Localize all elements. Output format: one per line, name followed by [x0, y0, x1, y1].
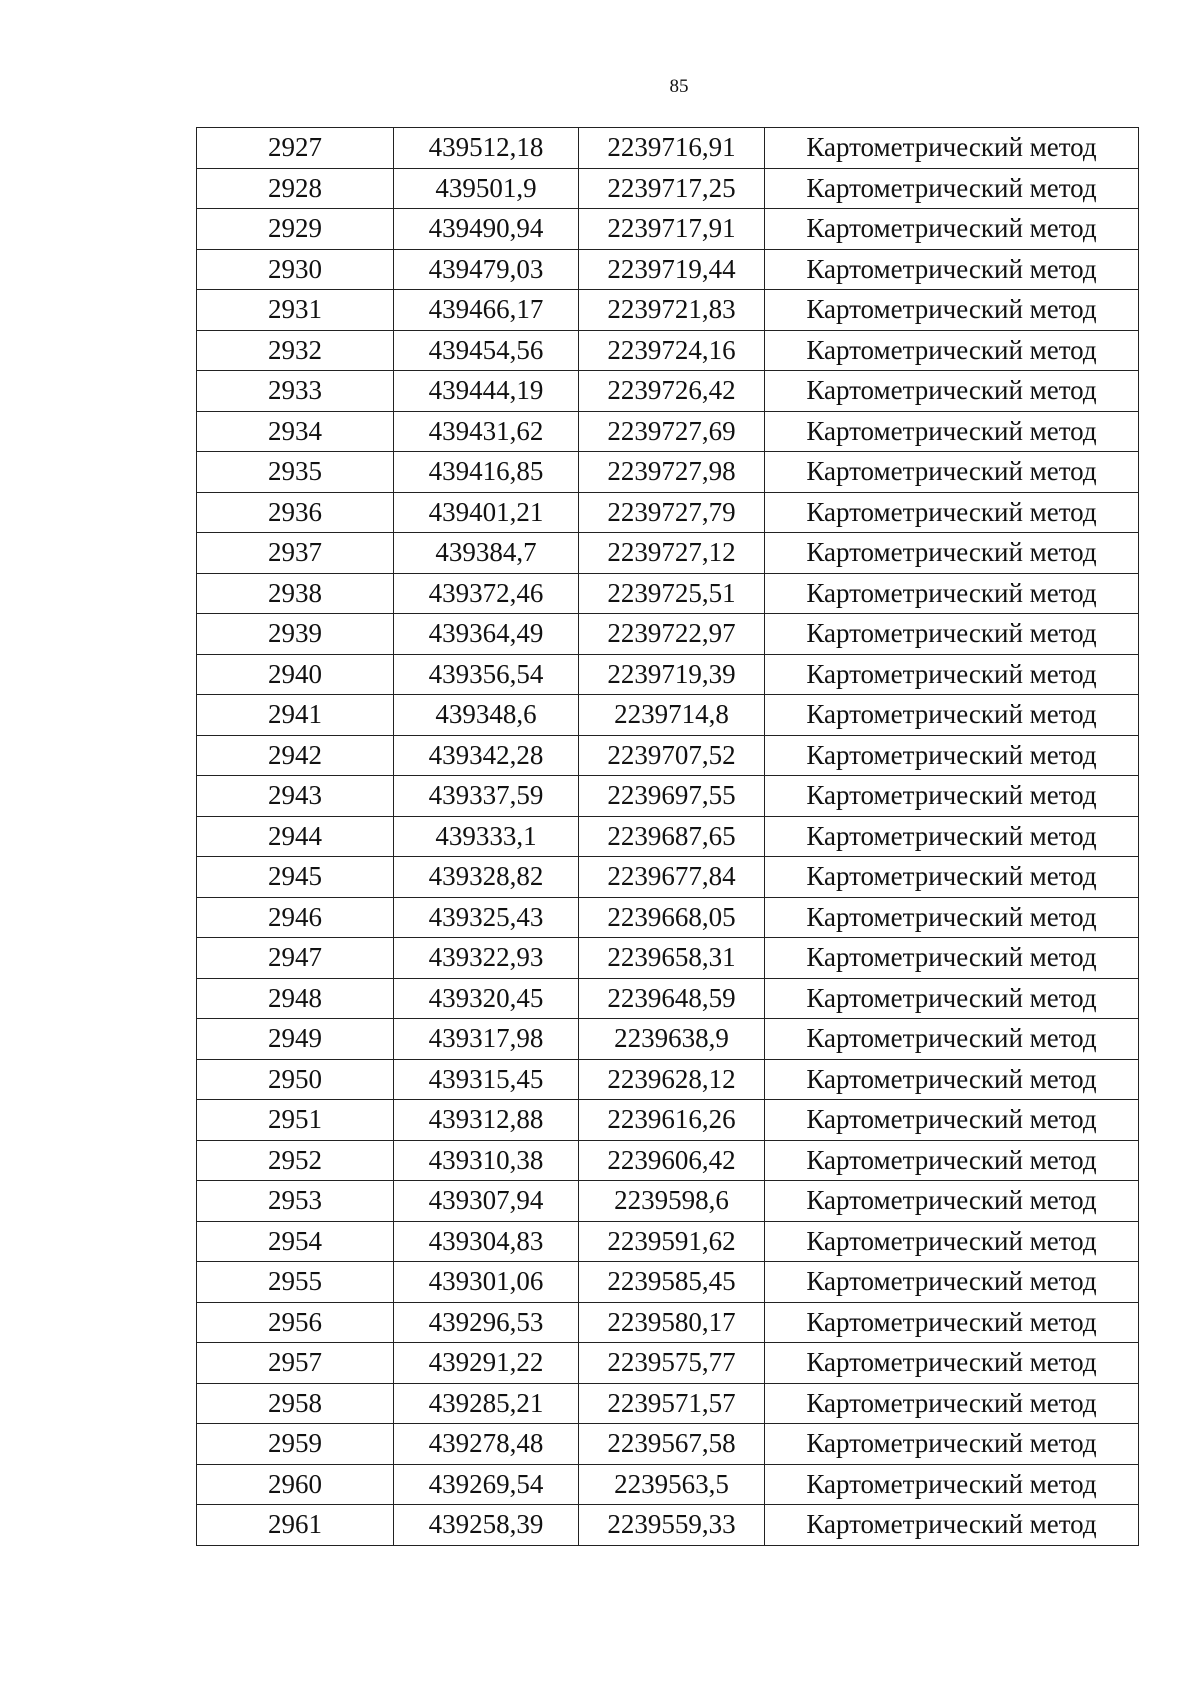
x-coordinate-cell: 439307,94 — [394, 1181, 579, 1222]
x-coordinate-cell: 439512,18 — [394, 128, 579, 169]
x-coordinate-cell: 439444,19 — [394, 371, 579, 412]
x-coordinate-cell: 439315,45 — [394, 1059, 579, 1100]
point-number-cell: 2937 — [197, 533, 394, 574]
table-row — [197, 897, 1139, 938]
point-number-cell: 2956 — [197, 1302, 394, 1343]
y-coordinate-cell: 2239591,62 — [579, 1221, 765, 1262]
x-coordinate-cell: 439416,85 — [394, 452, 579, 493]
y-coordinate-cell: 2239714,8 — [579, 695, 765, 736]
page-number: 85 — [669, 76, 689, 97]
method-cell: Картометрический метод — [765, 1181, 1139, 1222]
x-coordinate-cell: 439501,9 — [394, 168, 579, 209]
table-row — [197, 209, 1139, 250]
y-coordinate-cell: 2239559,33 — [579, 1505, 765, 1546]
method-cell: Картометрический метод — [765, 1302, 1139, 1343]
table-row — [197, 695, 1139, 736]
method-cell: Картометрический метод — [765, 1505, 1139, 1546]
x-coordinate-cell: 439328,82 — [394, 857, 579, 898]
y-coordinate-cell: 2239616,26 — [579, 1100, 765, 1141]
y-coordinate-cell: 2239687,65 — [579, 816, 765, 857]
method-cell: Картометрический метод — [765, 452, 1139, 493]
method-cell: Картометрический метод — [765, 533, 1139, 574]
method-cell: Картометрический метод — [765, 1424, 1139, 1465]
point-number-cell: 2942 — [197, 735, 394, 776]
table-row — [197, 1181, 1139, 1222]
method-cell: Картометрический метод — [765, 816, 1139, 857]
table-row — [197, 330, 1139, 371]
point-number-cell: 2959 — [197, 1424, 394, 1465]
x-coordinate-cell: 439337,59 — [394, 776, 579, 817]
x-coordinate-cell: 439372,46 — [394, 573, 579, 614]
table-row — [197, 1464, 1139, 1505]
point-number-cell: 2944 — [197, 816, 394, 857]
y-coordinate-cell: 2239585,45 — [579, 1262, 765, 1303]
method-cell: Картометрический метод — [765, 128, 1139, 169]
point-number-cell: 2930 — [197, 249, 394, 290]
method-cell: Картометрический метод — [765, 1140, 1139, 1181]
x-coordinate-cell: 439348,6 — [394, 695, 579, 736]
table-row — [197, 614, 1139, 655]
method-cell: Картометрический метод — [765, 1383, 1139, 1424]
x-coordinate-cell: 439312,88 — [394, 1100, 579, 1141]
point-number-cell: 2945 — [197, 857, 394, 898]
coordinates-table-body — [197, 128, 1139, 1546]
method-cell: Картометрический метод — [765, 209, 1139, 250]
point-number-cell: 2957 — [197, 1343, 394, 1384]
table-row — [197, 1221, 1139, 1262]
point-number-cell: 2934 — [197, 411, 394, 452]
method-cell: Картометрический метод — [765, 1100, 1139, 1141]
point-number-cell: 2943 — [197, 776, 394, 817]
coordinates-table — [196, 127, 1139, 1546]
x-coordinate-cell: 439285,21 — [394, 1383, 579, 1424]
point-number-cell: 2939 — [197, 614, 394, 655]
x-coordinate-cell: 439431,62 — [394, 411, 579, 452]
y-coordinate-cell: 2239648,59 — [579, 978, 765, 1019]
method-cell: Картометрический метод — [765, 857, 1139, 898]
point-number-cell: 2946 — [197, 897, 394, 938]
x-coordinate-cell: 439479,03 — [394, 249, 579, 290]
table-row — [197, 573, 1139, 614]
table-row — [197, 452, 1139, 493]
y-coordinate-cell: 2239727,69 — [579, 411, 765, 452]
y-coordinate-cell: 2239707,52 — [579, 735, 765, 776]
x-coordinate-cell: 439301,06 — [394, 1262, 579, 1303]
point-number-cell: 2948 — [197, 978, 394, 1019]
x-coordinate-cell: 439454,56 — [394, 330, 579, 371]
method-cell: Картометрический метод — [765, 411, 1139, 452]
y-coordinate-cell: 2239697,55 — [579, 776, 765, 817]
table-row — [197, 735, 1139, 776]
table-row — [197, 411, 1139, 452]
method-cell: Картометрический метод — [765, 492, 1139, 533]
table-row — [197, 371, 1139, 412]
y-coordinate-cell: 2239727,12 — [579, 533, 765, 574]
table-row — [197, 1059, 1139, 1100]
x-coordinate-cell: 439310,38 — [394, 1140, 579, 1181]
table-row — [197, 1262, 1139, 1303]
method-cell: Картометрический метод — [765, 1059, 1139, 1100]
point-number-cell: 2941 — [197, 695, 394, 736]
table-row — [197, 533, 1139, 574]
x-coordinate-cell: 439269,54 — [394, 1464, 579, 1505]
table-row — [197, 816, 1139, 857]
point-number-cell: 2940 — [197, 654, 394, 695]
table-row — [197, 978, 1139, 1019]
y-coordinate-cell: 2239677,84 — [579, 857, 765, 898]
method-cell: Картометрический метод — [765, 978, 1139, 1019]
point-number-cell: 2952 — [197, 1140, 394, 1181]
y-coordinate-cell: 2239725,51 — [579, 573, 765, 614]
point-number-cell: 2928 — [197, 168, 394, 209]
method-cell: Картометрический метод — [765, 371, 1139, 412]
table-row — [197, 1100, 1139, 1141]
point-number-cell: 2950 — [197, 1059, 394, 1100]
x-coordinate-cell: 439342,28 — [394, 735, 579, 776]
method-cell: Картометрический метод — [765, 654, 1139, 695]
x-coordinate-cell: 439304,83 — [394, 1221, 579, 1262]
method-cell: Картометрический метод — [765, 1464, 1139, 1505]
table-row — [197, 1424, 1139, 1465]
method-cell: Картометрический метод — [765, 290, 1139, 331]
y-coordinate-cell: 2239722,97 — [579, 614, 765, 655]
point-number-cell: 2961 — [197, 1505, 394, 1546]
method-cell: Картометрический метод — [765, 1221, 1139, 1262]
table-row — [197, 290, 1139, 331]
y-coordinate-cell: 2239716,91 — [579, 128, 765, 169]
method-cell: Картометрический метод — [765, 573, 1139, 614]
point-number-cell: 2951 — [197, 1100, 394, 1141]
table-row — [197, 249, 1139, 290]
y-coordinate-cell: 2239717,91 — [579, 209, 765, 250]
y-coordinate-cell: 2239717,25 — [579, 168, 765, 209]
y-coordinate-cell: 2239719,39 — [579, 654, 765, 695]
point-number-cell: 2958 — [197, 1383, 394, 1424]
point-number-cell: 2931 — [197, 290, 394, 331]
y-coordinate-cell: 2239727,79 — [579, 492, 765, 533]
method-cell: Картометрический метод — [765, 1262, 1139, 1303]
table-row — [197, 1019, 1139, 1060]
x-coordinate-cell: 439466,17 — [394, 290, 579, 331]
table-row — [197, 654, 1139, 695]
table-row — [197, 1343, 1139, 1384]
y-coordinate-cell: 2239628,12 — [579, 1059, 765, 1100]
y-coordinate-cell: 2239724,16 — [579, 330, 765, 371]
y-coordinate-cell: 2239638,9 — [579, 1019, 765, 1060]
y-coordinate-cell: 2239721,83 — [579, 290, 765, 331]
table-row — [197, 938, 1139, 979]
y-coordinate-cell: 2239567,58 — [579, 1424, 765, 1465]
point-number-cell: 2947 — [197, 938, 394, 979]
x-coordinate-cell: 439291,22 — [394, 1343, 579, 1384]
point-number-cell: 2955 — [197, 1262, 394, 1303]
point-number-cell: 2929 — [197, 209, 394, 250]
table-row — [197, 128, 1139, 169]
table-row — [197, 857, 1139, 898]
x-coordinate-cell: 439278,48 — [394, 1424, 579, 1465]
table-row — [197, 1505, 1139, 1546]
x-coordinate-cell: 439364,49 — [394, 614, 579, 655]
x-coordinate-cell: 439317,98 — [394, 1019, 579, 1060]
method-cell: Картометрический метод — [765, 330, 1139, 371]
method-cell: Картометрический метод — [765, 168, 1139, 209]
method-cell: Картометрический метод — [765, 938, 1139, 979]
point-number-cell: 2932 — [197, 330, 394, 371]
x-coordinate-cell: 439258,39 — [394, 1505, 579, 1546]
table-row — [197, 492, 1139, 533]
method-cell: Картометрический метод — [765, 897, 1139, 938]
point-number-cell: 2935 — [197, 452, 394, 493]
y-coordinate-cell: 2239571,57 — [579, 1383, 765, 1424]
y-coordinate-cell: 2239719,44 — [579, 249, 765, 290]
y-coordinate-cell: 2239580,17 — [579, 1302, 765, 1343]
point-number-cell: 2927 — [197, 128, 394, 169]
point-number-cell: 2960 — [197, 1464, 394, 1505]
method-cell: Картометрический метод — [765, 776, 1139, 817]
point-number-cell: 2954 — [197, 1221, 394, 1262]
x-coordinate-cell: 439296,53 — [394, 1302, 579, 1343]
point-number-cell: 2938 — [197, 573, 394, 614]
point-number-cell: 2933 — [197, 371, 394, 412]
y-coordinate-cell: 2239598,6 — [579, 1181, 765, 1222]
y-coordinate-cell: 2239563,5 — [579, 1464, 765, 1505]
x-coordinate-cell: 439490,94 — [394, 209, 579, 250]
point-number-cell: 2949 — [197, 1019, 394, 1060]
x-coordinate-cell: 439356,54 — [394, 654, 579, 695]
method-cell: Картометрический метод — [765, 1343, 1139, 1384]
y-coordinate-cell: 2239658,31 — [579, 938, 765, 979]
y-coordinate-cell: 2239575,77 — [579, 1343, 765, 1384]
x-coordinate-cell: 439384,7 — [394, 533, 579, 574]
x-coordinate-cell: 439401,21 — [394, 492, 579, 533]
x-coordinate-cell: 439333,1 — [394, 816, 579, 857]
method-cell: Картометрический метод — [765, 1019, 1139, 1060]
table-row — [197, 1383, 1139, 1424]
x-coordinate-cell: 439320,45 — [394, 978, 579, 1019]
method-cell: Картометрический метод — [765, 735, 1139, 776]
point-number-cell: 2936 — [197, 492, 394, 533]
point-number-cell: 2953 — [197, 1181, 394, 1222]
table-row — [197, 776, 1139, 817]
y-coordinate-cell: 2239668,05 — [579, 897, 765, 938]
method-cell: Картометрический метод — [765, 695, 1139, 736]
method-cell: Картометрический метод — [765, 249, 1139, 290]
x-coordinate-cell: 439322,93 — [394, 938, 579, 979]
table-row — [197, 168, 1139, 209]
x-coordinate-cell: 439325,43 — [394, 897, 579, 938]
y-coordinate-cell: 2239606,42 — [579, 1140, 765, 1181]
table-row — [197, 1302, 1139, 1343]
table-row — [197, 1140, 1139, 1181]
y-coordinate-cell: 2239727,98 — [579, 452, 765, 493]
y-coordinate-cell: 2239726,42 — [579, 371, 765, 412]
method-cell: Картометрический метод — [765, 614, 1139, 655]
